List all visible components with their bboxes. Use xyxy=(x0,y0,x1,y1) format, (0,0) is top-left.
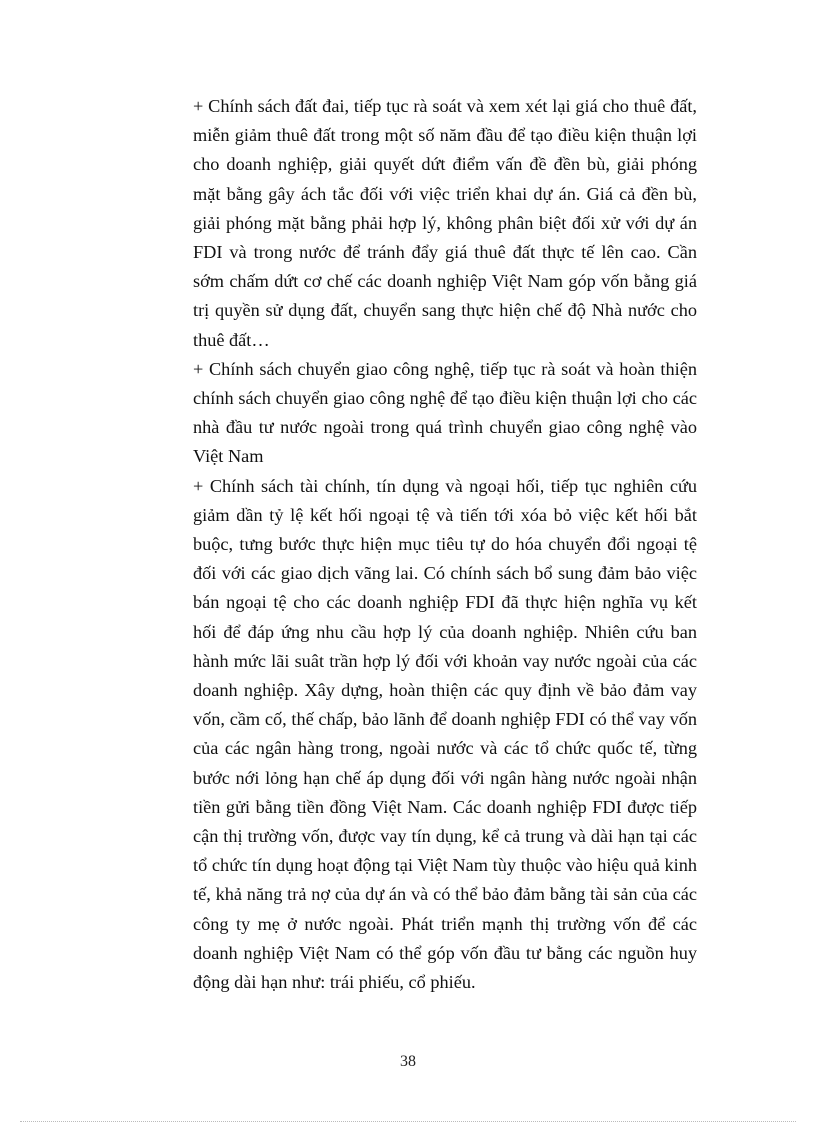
page-number: 38 xyxy=(400,1053,416,1070)
page-bottom-divider xyxy=(20,1121,796,1122)
paragraph-finance-credit-forex: + Chính sách tài chính, tín dụng và ngoại hối, tiếp tục nghiên cứu giảm dần tỷ lệ kết hối ngoại tệ và tiến tới xóa bỏ việc kết hối bắt buộc, tưng bước thực hiện mục tiêu tự do hóa chuyển đổi ngoại tệ đối với các giao dịch vãng lai. Có chính sách bổ sung đảm bảo việc bán ngoại tệ cho các doanh nghiệp FDI đã thực hiện nghĩa vụ kết hối để đáp ứng nhu cầu hợp lý của doanh nghiệp. Nhiên cứu ban hành mức lãi suât trần hợp lý đối với khoản vay nước ngoài của các doanh nghiệp. Xây dựng, hoàn thiện các quy định về bảo đảm vay vốn, cầm cố, thế chấp, bảo lãnh để doanh nghiệp FDI có thể vay vốn của các ngân hàng trong, ngoài nước và các tổ chức quốc tế, từng bước nới lỏng hạn chế áp dụng đối với ngân hàng nước ngoài nhận tiền gửi bằng tiền đồng Việt Nam. Các doanh nghiệp FDI được tiếp cận thị trường vốn, được vay tín dụng, kể cả trung và dài hạn tại các tổ chức tín dụng hoạt động tại Việt Nam tùy thuộc vào hiệu quả kinh tế, khả năng trả nợ của dự án và có thể bảo đảm bằng tài sản của các công ty mẹ ở nước ngoài. Phát triển mạnh thị trường vốn để các doanh nghiệp Việt Nam có thể góp vốn đầu tư bằng các nguồn huy động dài hạn như: trái phiếu, cổ phiếu. xyxy=(193,475,697,993)
paragraph-land-policy: + Chính sách đất đai, tiếp tục rà soát và xem xét lại giá cho thuê đất, miễn giảm thuê đất trong một số năm đầu để tạo điều kiện thuận lợi cho doanh nghiệp, giải quyết dứt điểm vấn đề đền bù, giải phóng mặt bằng gây ách tắc đối với việc triển khai dự án. Giá cả đền bù, giải phóng mặt bằng phải hợp lý, không phân biệt đối xử với dự án FDI và trong nước để tránh đẩy giá thuê đất thực tế lên cao. Cần sớm chấm dứt cơ chế các doanh nghiệp Việt Nam góp vốn bằng giá trị quyền sử dụng đất, chuyển sang thực hiện chế độ Nhà nước cho thuê đất… xyxy=(193,96,697,350)
paragraph-technology-transfer: + Chính sách chuyển giao công nghệ, tiếp tục rà soát và hoàn thiện chính sách chuyển giao công nghệ để tạo điều kiện thuận lợi cho các nhà đầu tư nước ngoài trong quá trình chuyển giao công nghệ vào Việt Nam xyxy=(193,358,697,467)
body-text xyxy=(193,92,697,997)
